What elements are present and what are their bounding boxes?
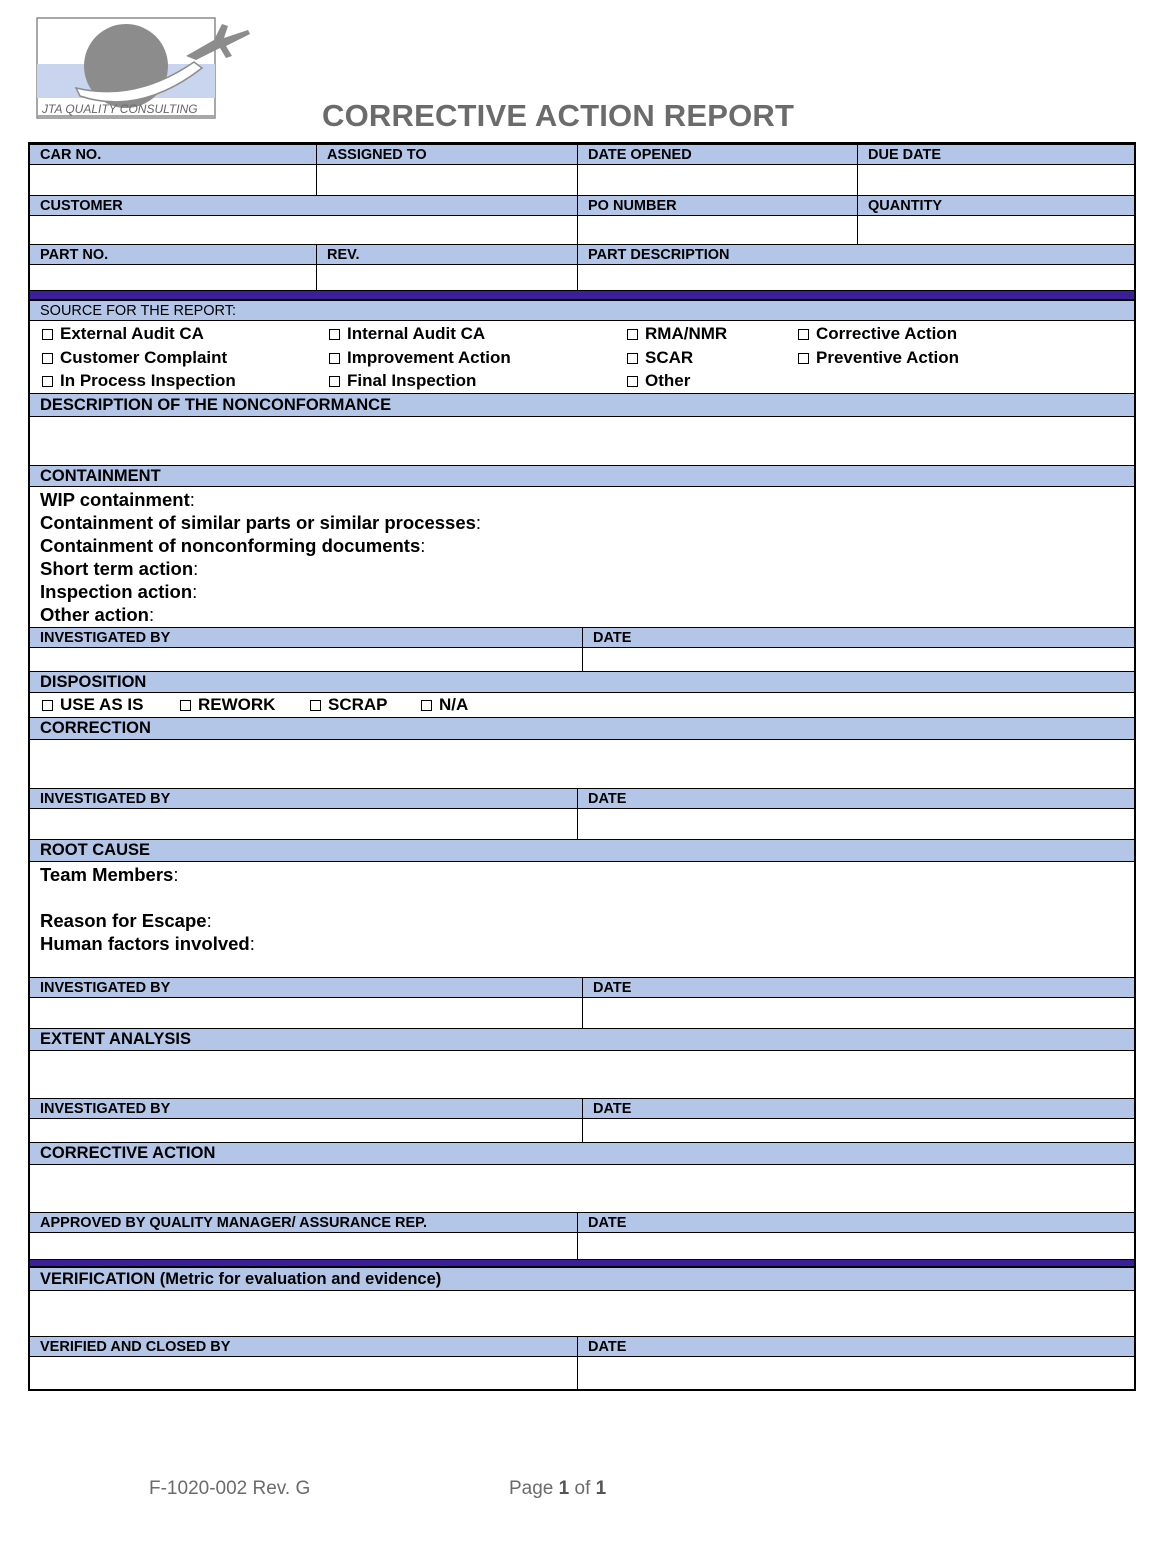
investigated-by-label: INVESTIGATED BY	[40, 790, 171, 807]
extent-sign-row	[30, 1119, 1134, 1142]
root-cause-team-members: Team Members:	[40, 864, 179, 885]
disposition-use-as-is[interactable]: USE AS IS	[42, 695, 143, 715]
containment-line-wip: WIP containment:	[40, 489, 195, 510]
checkbox-icon	[310, 700, 321, 711]
containment-line-similar-parts: Containment of similar parts or similar processes:	[40, 512, 482, 533]
disposition-scrap[interactable]: SCRAP	[310, 695, 388, 715]
date-label: DATE	[577, 1337, 1134, 1356]
date-field[interactable]	[582, 648, 1134, 671]
correction-sign-header	[30, 788, 1134, 809]
date-label: DATE	[582, 978, 1134, 997]
checkbox-icon	[627, 329, 638, 340]
verification-header	[30, 1267, 1134, 1291]
quantity-label: QUANTITY	[857, 196, 1134, 215]
section-divider-bar	[30, 290, 1134, 300]
date-field[interactable]	[582, 1119, 1134, 1142]
date-field[interactable]	[582, 998, 1134, 1028]
date-label: DATE	[582, 628, 1134, 647]
assigned-to-label: ASSIGNED TO	[316, 145, 577, 164]
disposition-header-label: DISPOSITION	[40, 672, 147, 691]
checkbox-icon	[798, 329, 809, 340]
investigated-by-label: INVESTIGATED BY	[40, 1100, 171, 1117]
correction-header	[30, 717, 1134, 740]
investigated-by-label: INVESTIGATED BY	[40, 979, 171, 996]
input-row-part	[30, 265, 1134, 290]
containment-sign-row	[30, 648, 1134, 671]
assigned-to-field[interactable]	[316, 165, 577, 195]
date-opened-label: DATE OPENED	[577, 145, 857, 164]
verified-by-field[interactable]	[30, 1357, 577, 1389]
source-option-in-process-inspection[interactable]: In Process Inspection	[42, 371, 236, 391]
source-header-label: SOURCE FOR THE REPORT:	[40, 302, 237, 319]
root-cause-header	[30, 839, 1134, 862]
source-option-preventive-action[interactable]: Preventive Action	[798, 348, 959, 368]
customer-field[interactable]	[30, 216, 577, 244]
quantity-field[interactable]	[857, 216, 1134, 244]
source-option-corrective-action[interactable]: Corrective Action	[798, 324, 957, 344]
source-option-customer-complaint[interactable]: Customer Complaint	[42, 348, 227, 368]
due-date-label: DUE DATE	[857, 145, 1134, 164]
correction-header-label: CORRECTION	[40, 719, 151, 737]
checkbox-icon	[329, 353, 340, 364]
car-no-field[interactable]	[30, 165, 316, 195]
rev-label: REV.	[316, 245, 577, 264]
checkbox-icon	[42, 329, 53, 340]
date-field[interactable]	[577, 809, 1134, 839]
date-field[interactable]	[577, 1233, 1134, 1259]
company-logo	[36, 16, 252, 122]
checkbox-icon	[627, 353, 638, 364]
investigated-by-field[interactable]	[30, 998, 582, 1028]
checkbox-icon	[798, 353, 809, 364]
root-cause-human-factors: Human factors involved:	[40, 933, 255, 954]
checkbox-icon	[180, 700, 191, 711]
disposition-rework[interactable]: REWORK	[180, 695, 275, 715]
containment-line-inspection: Inspection action:	[40, 581, 198, 602]
car-no-label: CAR NO.	[40, 146, 102, 163]
investigated-by-field[interactable]	[30, 648, 582, 671]
investigated-by-label: INVESTIGATED BY	[40, 629, 171, 646]
containment-body[interactable]	[30, 487, 1134, 627]
checkbox-icon	[329, 329, 340, 340]
source-option-external-audit[interactable]: External Audit CA	[42, 324, 204, 344]
investigated-by-field[interactable]	[30, 809, 577, 839]
date-label: DATE	[582, 1099, 1134, 1118]
correction-field[interactable]	[30, 740, 1134, 788]
date-field[interactable]	[577, 1357, 1134, 1389]
header-row-customer	[30, 195, 1134, 216]
date-label: DATE	[577, 789, 1134, 808]
source-option-final-inspection[interactable]: Final Inspection	[329, 371, 476, 391]
approved-by-field[interactable]	[30, 1233, 577, 1259]
rev-field[interactable]	[316, 265, 577, 290]
header-row-car	[30, 144, 1134, 165]
checkbox-icon	[421, 700, 432, 711]
part-description-field[interactable]	[577, 265, 1134, 290]
source-header	[30, 300, 1134, 321]
root-cause-header-label: ROOT CAUSE	[40, 841, 151, 859]
part-description-label: PART DESCRIPTION	[577, 245, 1134, 264]
extent-sign-header	[30, 1098, 1134, 1119]
correction-sign-row	[30, 809, 1134, 839]
checkbox-icon	[42, 376, 53, 387]
verified-by-label: VERIFIED AND CLOSED BY	[40, 1338, 231, 1355]
due-date-field[interactable]	[857, 165, 1134, 195]
source-option-scar[interactable]: SCAR	[627, 348, 693, 368]
containment-line-short-term: Short term action:	[40, 558, 199, 579]
verified-header	[30, 1336, 1134, 1357]
corrective-action-field[interactable]	[30, 1165, 1134, 1212]
header-row-part	[30, 244, 1134, 265]
approved-by-label: APPROVED BY QUALITY MANAGER/ ASSURANCE REP.	[40, 1214, 427, 1231]
containment-header-label: CONTAINMENT	[40, 466, 161, 485]
verified-row	[30, 1357, 1134, 1389]
form-id: F-1020-002 Rev. G	[149, 1478, 311, 1499]
extent-analysis-field[interactable]	[30, 1051, 1134, 1098]
part-no-label: PART NO.	[40, 246, 109, 263]
source-option-improvement-action[interactable]: Improvement Action	[329, 348, 511, 368]
description-header-label: DESCRIPTION OF THE NONCONFORMANCE	[40, 395, 392, 414]
extent-analysis-header	[30, 1028, 1134, 1051]
car-form	[28, 142, 1136, 1391]
disposition-na[interactable]: N/A	[421, 695, 468, 715]
part-no-field[interactable]	[30, 265, 316, 290]
verification-field[interactable]	[30, 1291, 1134, 1336]
page-title: CORRECTIVE ACTION REPORT	[322, 98, 795, 133]
po-number-label: PO NUMBER	[577, 196, 857, 215]
approval-header	[30, 1212, 1134, 1233]
customer-label: CUSTOMER	[40, 197, 123, 214]
disposition-header	[30, 671, 1134, 693]
page-number: Page 1 of 1	[509, 1478, 607, 1499]
extent-analysis-header-label: EXTENT ANALYSIS	[40, 1030, 191, 1048]
root-cause-reason-for-escape: Reason for Escape:	[40, 910, 212, 931]
corrective-action-header-label: CORRECTIVE ACTION	[40, 1144, 216, 1162]
root-cause-body[interactable]	[30, 862, 1134, 977]
checkbox-icon	[42, 700, 53, 711]
source-option-rma-nmr[interactable]: RMA/NMR	[627, 324, 727, 344]
containment-sign-header	[30, 627, 1134, 648]
corrective-action-header	[30, 1142, 1134, 1165]
verification-header-label: VERIFICATION (Metric for evaluation and evidence)	[40, 1269, 442, 1288]
section-divider-bar	[30, 1259, 1134, 1267]
logo-text: JTA QUALITY CONSULTING	[42, 102, 198, 116]
source-option-internal-audit[interactable]: Internal Audit CA	[329, 324, 485, 344]
disposition-options	[30, 693, 1134, 717]
source-option-other[interactable]: Other	[627, 371, 690, 391]
input-row-car	[30, 165, 1134, 195]
approval-row	[30, 1233, 1134, 1259]
checkbox-icon	[627, 376, 638, 387]
checkbox-icon	[329, 376, 340, 387]
containment-line-documents: Containment of nonconforming documents:	[40, 535, 426, 556]
containment-line-other: Other action:	[40, 604, 155, 625]
po-number-field[interactable]	[577, 216, 857, 244]
description-header	[30, 393, 1134, 417]
root-cause-sign-header	[30, 977, 1134, 998]
date-label: DATE	[577, 1213, 1134, 1232]
containment-header	[30, 465, 1134, 487]
input-row-customer	[30, 216, 1134, 244]
investigated-by-field[interactable]	[30, 1119, 582, 1142]
date-opened-field[interactable]	[577, 165, 857, 195]
root-cause-sign-row	[30, 998, 1134, 1028]
source-options	[30, 321, 1134, 393]
description-field[interactable]	[30, 417, 1134, 465]
checkbox-icon	[42, 353, 53, 364]
